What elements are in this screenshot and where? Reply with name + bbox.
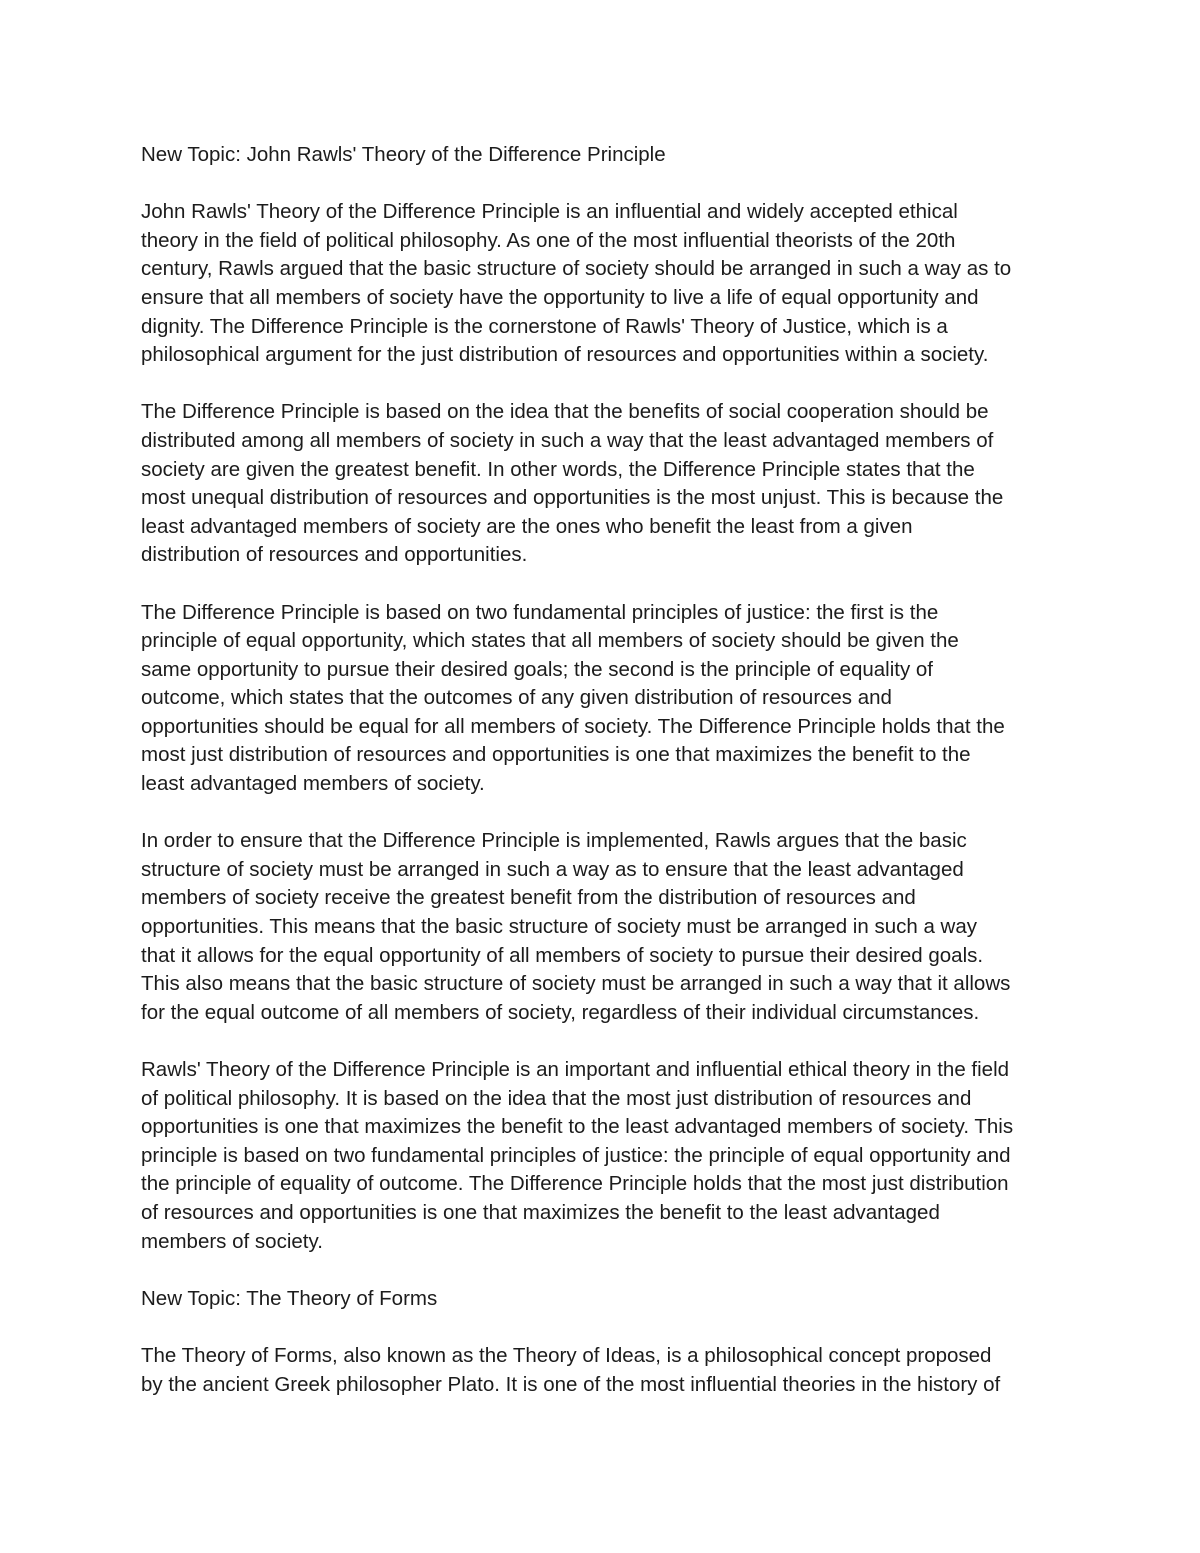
text-line: philosophical argument for the just distribution of resources and opportunities within a society. [141,343,989,367]
text-line: New Topic: The Theory of Forms [141,1286,438,1310]
paragraph [141,599,1071,799]
text-line: distribution of resources and opportunities. [141,543,528,567]
text-line: of political philosophy. It is based on the idea that the most just distribution of resources and [141,1086,972,1110]
paragraph [141,198,1071,370]
text-line: The Difference Principle is based on the idea that the benefits of social cooperation should be [141,400,989,424]
text-line: New Topic: John Rawls' Theory of the Difference Principle [141,143,666,166]
text-line: This also means that the basic structure of society must be arranged in such a way that it allows [141,972,1011,996]
paragraph [141,398,1071,570]
text-line: opportunities is one that maximizes the benefit to the least advantaged members of society. This [141,1115,1014,1139]
text-line: John Rawls' Theory of the Difference Principle is an influential and widely accepted ethical [141,200,958,224]
paragraph [141,1056,1071,1256]
text-line: principle is based on two fundamental principles of justice: the principle of equal opportunity and [141,1143,1011,1167]
text-line: The Difference Principle is based on two fundamental principles of justice: the first is the [141,600,939,624]
text-line: that it allows for the equal opportunity of all members of society to pursue their desired goals. [141,943,984,967]
text-line: members of society. [141,1229,323,1253]
text-line: principle of equal opportunity, which states that all members of society should be given the [141,629,959,653]
text-line: century, Rawls argued that the basic structure of society should be arranged in such a way as to [141,257,1012,281]
text-line: In order to ensure that the Difference Principle is implemented, Rawls argues that the basic [141,829,967,853]
text-line: least advantaged members of society are the ones who benefit the least from a given [141,514,913,538]
topic-heading [141,1285,1071,1314]
text-line: for the equal outcome of all members of society, regardless of their individual circumstances. [141,1000,980,1024]
text-line: most unequal distribution of resources and opportunities is the most unjust. This is because the [141,486,1004,510]
text-line: distributed among all members of society in such a way that the least advantaged members of [141,428,994,452]
text-line: most just distribution of resources and opportunities is one that maximizes the benefit to the [141,743,971,767]
text-line: society are given the greatest benefit. In other words, the Difference Principle states that the [141,457,975,481]
text-line: The Theory of Forms, also known as the Theory of Ideas, is a philosophical concept proposed [141,1343,992,1367]
text-line: of resources and opportunities is one that maximizes the benefit to the least advantaged [141,1200,940,1224]
text-line: the principle of equality of outcome. The Difference Principle holds that the most just distribution [141,1172,1009,1196]
text-line: same opportunity to pursue their desired goals; the second is the principle of equality of [141,657,933,681]
text-line: ensure that all members of society have the opportunity to live a life of equal opportunity and [141,285,979,309]
text-line: theory in the field of political philosophy. As one of the most influential theorists of the 20th [141,228,956,252]
text-line: structure of society must be arranged in such a way as to ensure that the least advantaged [141,857,964,881]
text-line: Rawls' Theory of the Difference Principle is an important and influential ethical theory in the field [141,1058,1010,1081]
topic-heading [141,141,1071,170]
document-page [141,141,1071,1428]
paragraph [141,1342,1071,1399]
text-line: outcome, which states that the outcomes of any given distribution of resources and [141,686,892,710]
text-line: dignity. The Difference Principle is the cornerstone of Rawls' Theory of Justice, which is a [141,314,948,338]
text-line: by the ancient Greek philosopher Plato. It is one of the most influential theories in the history of [141,1372,1001,1396]
text-line: members of society receive the greatest benefit from the distribution of resources and [141,886,916,910]
text-line: opportunities. This means that the basic structure of society must be arranged in such a way [141,915,977,939]
text-line: opportunities should be equal for all members of society. The Difference Principle holds that the [141,714,1005,738]
paragraph [141,827,1071,1027]
text-line: least advantaged members of society. [141,772,485,796]
